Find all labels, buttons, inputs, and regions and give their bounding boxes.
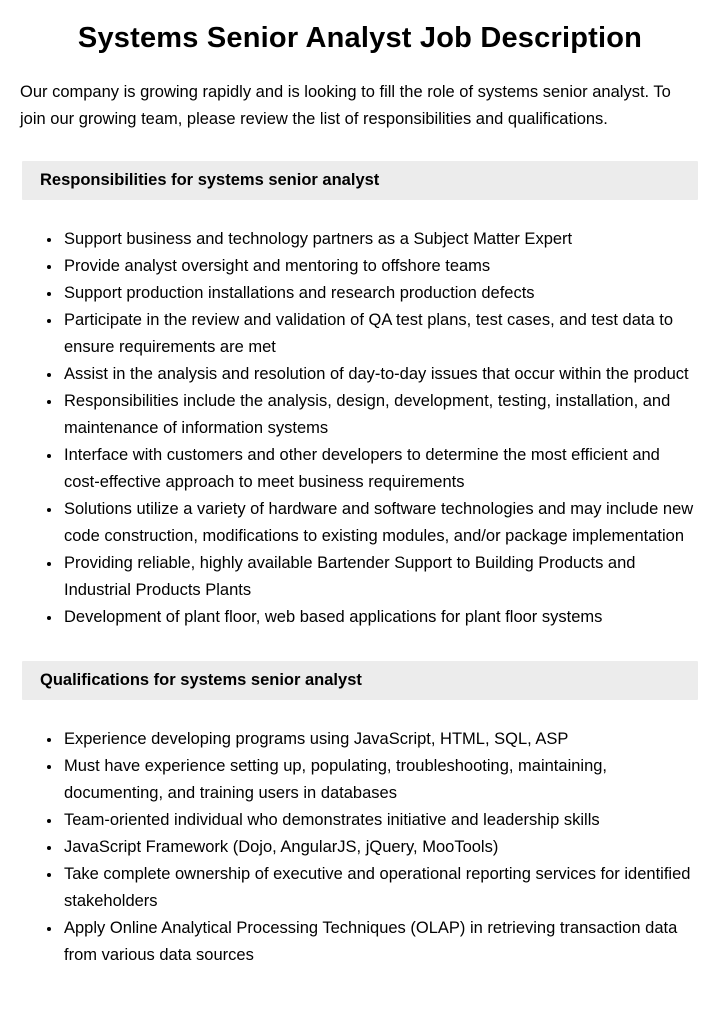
list-item: • Development of plant floor, web based applications for plant floor systems — [62, 604, 698, 631]
list-item: • Take complete ownership of executive and operational reporting services for identified stakeholders — [62, 861, 698, 915]
list-item: • Participate in the review and validation of QA test plans, test cases, and test data to ensure requirements are met — [62, 307, 698, 361]
list-item: • JavaScript Framework (Dojo, AngularJS, jQuery, MooTools) — [62, 834, 698, 861]
list-item: • Team-oriented individual who demonstrates initiative and leadership skills — [62, 807, 698, 834]
list-item: • Provide analyst oversight and mentoring to offshore teams — [62, 253, 698, 280]
responsibilities-list — [20, 226, 698, 631]
page-title: Systems Senior Analyst Job Description — [77, 22, 643, 54]
responsibilities-section-header — [22, 161, 698, 200]
list-item: • Must have experience setting up, populating, troubleshooting, maintaining, documenting, and training users in databases — [62, 753, 698, 807]
list-item: • Providing reliable, highly available Bartender Support to Building Products and Industrial Products Plants — [62, 550, 698, 604]
list-item: • Interface with customers and other developers to determine the most efficient and cost-effective approach to meet business requirements — [62, 442, 698, 496]
list-item: • Responsibilities include the analysis, design, development, testing, installation, and maintenance of information systems — [62, 388, 698, 442]
qualifications-list — [20, 726, 698, 969]
list-item: • Support production installations and research production defects — [62, 280, 698, 307]
responsibilities-heading: Responsibilities for systems senior analyst — [40, 171, 380, 189]
intro-paragraph: Our company is growing rapidly and is looking to fill the role of systems senior analyst. To join our growing team, please review the list of responsibilities and qualifications. — [20, 83, 671, 128]
list-item: • Experience developing programs using JavaScript, HTML, SQL, ASP — [62, 726, 698, 753]
qualifications-heading: Qualifications for systems senior analyst — [40, 671, 362, 689]
list-item: • Assist in the analysis and resolution of day-to-day issues that occur within the product — [62, 361, 698, 388]
qualifications-section-header — [22, 661, 698, 700]
list-item: • Solutions utilize a variety of hardware and software technologies and may include new code construction, modifications to existing modules, and/or package implementation — [62, 496, 698, 550]
list-item: • Apply Online Analytical Processing Techniques (OLAP) in retrieving transaction data from various data sources — [62, 915, 698, 969]
list-item: • Support business and technology partners as a Subject Matter Expert — [62, 226, 698, 253]
